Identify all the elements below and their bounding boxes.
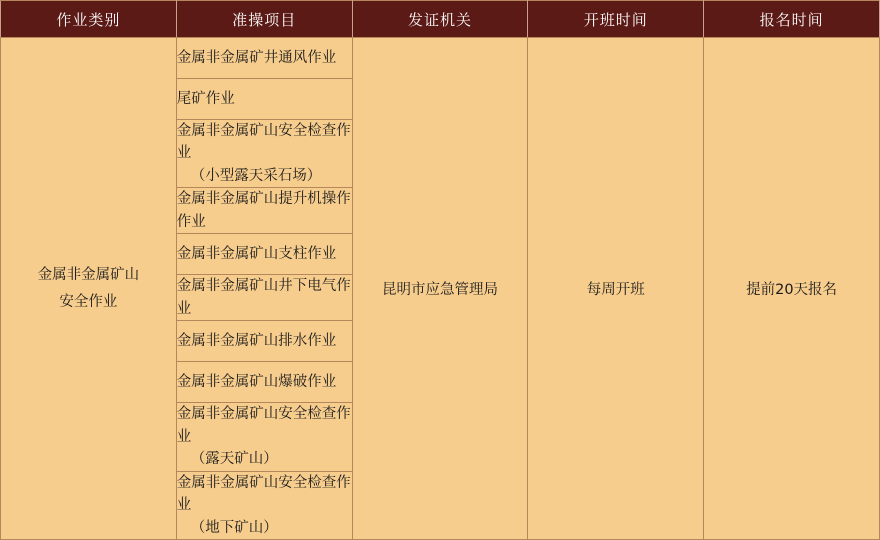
cell-start-time: 每周开班 bbox=[528, 38, 704, 540]
cell-item bbox=[176, 321, 352, 362]
item-line-2: （地下矿山） bbox=[190, 519, 278, 536]
category-line-2: 安全作业 bbox=[59, 293, 118, 310]
header-cell-start-time: 开班时间 bbox=[528, 1, 704, 38]
cell-item bbox=[176, 120, 352, 188]
cell-item bbox=[176, 38, 352, 79]
item-line-1: 金属非金属矿山提升机操作作业 bbox=[176, 191, 351, 230]
item-line-1: 金属非金属矿山爆破作业 bbox=[176, 374, 337, 391]
cell-item bbox=[176, 362, 352, 403]
item-line-1: 尾矿作业 bbox=[176, 90, 235, 107]
category-line-1: 金属非金属矿山 bbox=[37, 267, 140, 284]
cell-item bbox=[176, 275, 352, 321]
cell-item bbox=[176, 471, 352, 539]
item-line-1: 金属非金属矿山安全检查作业 bbox=[176, 406, 351, 445]
item-line-1: 金属非金属矿井通风作业 bbox=[176, 49, 337, 66]
header-row bbox=[1, 1, 880, 38]
table-header bbox=[1, 1, 880, 38]
header-cell-agency: 发证机关 bbox=[352, 1, 528, 38]
header-cell-signup-time: 报名时间 bbox=[704, 1, 880, 38]
table-body bbox=[1, 38, 880, 540]
item-line-2: （小型露天采石场） bbox=[190, 167, 322, 184]
cell-item bbox=[176, 403, 352, 471]
item-line-1: 金属非金属矿山支柱作业 bbox=[176, 246, 337, 263]
item-line-1: 金属非金属矿山井下电气作业 bbox=[176, 278, 351, 317]
cell-item bbox=[176, 234, 352, 275]
header-cell-category: 作业类别 bbox=[1, 1, 177, 38]
cell-signup-time: 提前20天报名 bbox=[704, 38, 880, 540]
cell-category bbox=[1, 38, 177, 540]
cell-item bbox=[176, 79, 352, 120]
header-cell-item: 准操项目 bbox=[176, 1, 352, 38]
cell-agency: 昆明市应急管理局 bbox=[352, 38, 528, 540]
item-line-1: 金属非金属矿山安全检查作业 bbox=[176, 123, 351, 162]
table-row bbox=[1, 38, 880, 79]
cell-item bbox=[176, 188, 352, 234]
item-line-2: （露天矿山） bbox=[190, 451, 278, 468]
item-line-1: 金属非金属矿山安全检查作业 bbox=[176, 474, 351, 514]
item-line-1: 金属非金属矿山排水作业 bbox=[176, 333, 337, 350]
